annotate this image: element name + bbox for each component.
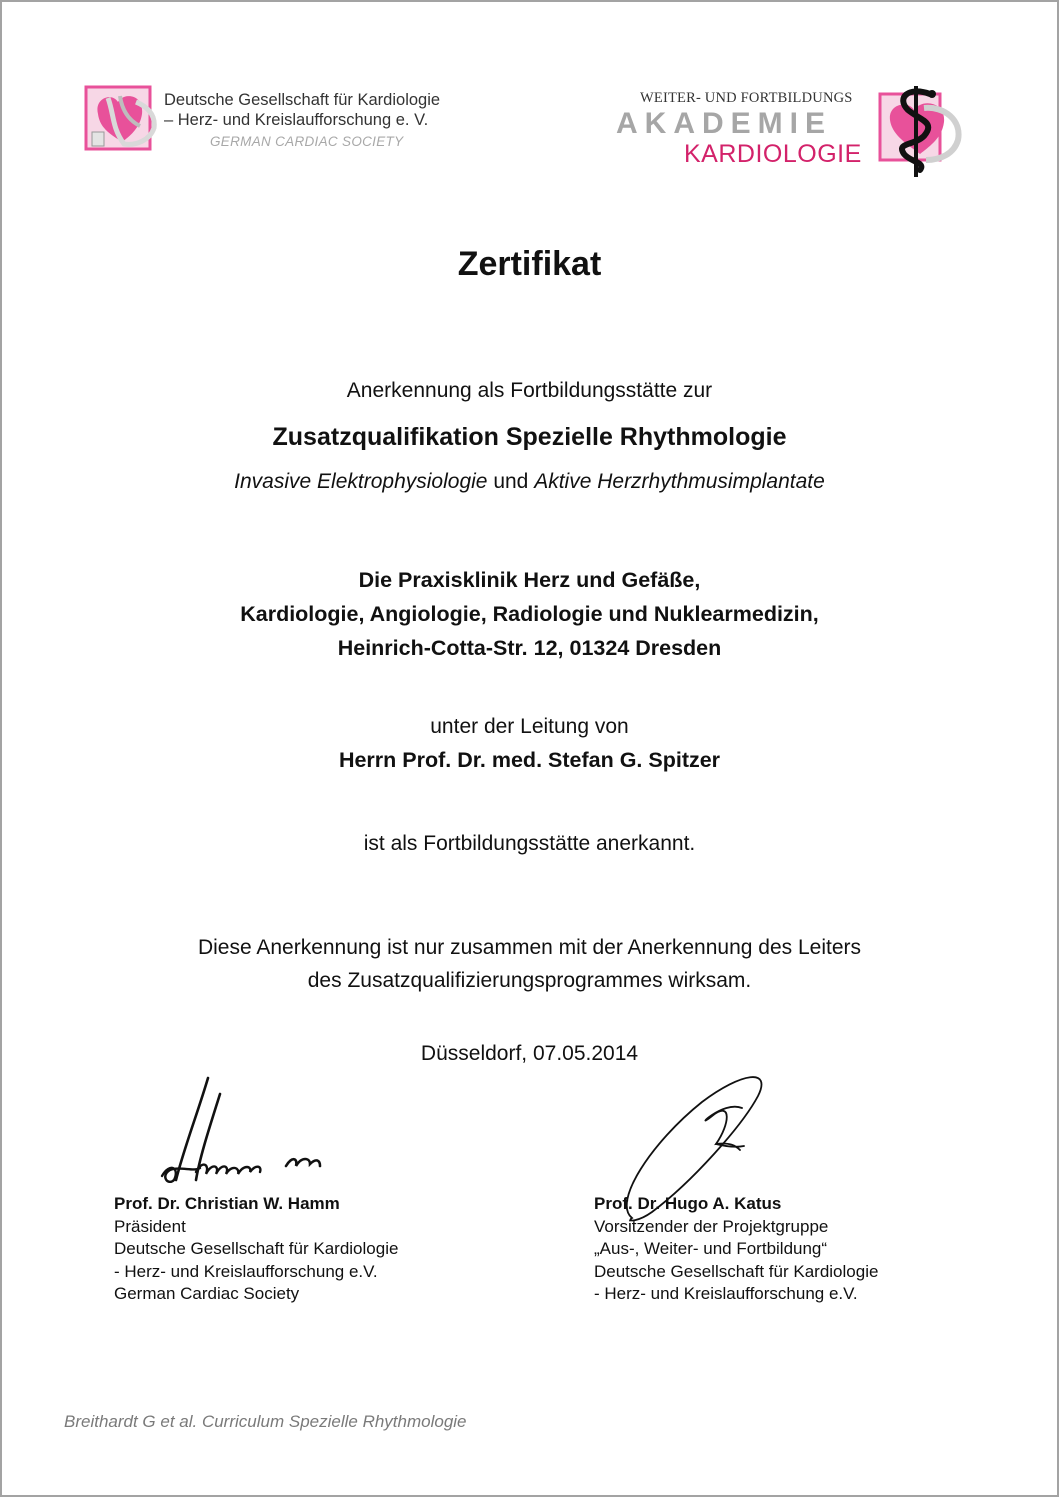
- signatory-name: Prof. Dr. Christian W. Hamm: [114, 1194, 340, 1213]
- akademie-kardiologie-text: KARDIOLOGIE: [684, 140, 862, 168]
- clinic-line: Kardiologie, Angiologie, Radiologie und Nuklearmedizin,: [240, 602, 819, 626]
- signatory-hamm: [114, 1193, 398, 1306]
- dgk-name-line2: – Herz- und Kreislaufforschung e. V.: [164, 111, 429, 129]
- clinic-line: Heinrich-Cotta-Str. 12, 01324 Dresden: [337, 636, 722, 660]
- qualification-title: Zusatzqualifikation Spezielle Rhythmologie: [272, 423, 787, 451]
- clinic-line: Die Praxisklinik Herz und Gefäße,: [358, 568, 701, 592]
- signatory-line: - Herz- und Kreislaufforschung e.V.: [594, 1284, 858, 1303]
- note-line: des Zusatzqualifizierungsprogrammes wirksam.: [307, 969, 752, 992]
- certificate-title: Zertifikat: [457, 245, 602, 283]
- dgk-name-line1: Deutsche Gesellschaft für Kardiologie: [164, 91, 441, 109]
- qualification-part1: Invasive Elektrophysiologie: [234, 470, 488, 493]
- akademie-main-text: AKADEMIE: [616, 107, 833, 140]
- qualification-part2: Aktive Herzrhythmusimplantate: [534, 470, 825, 493]
- place-date: Düsseldorf, 07.05.2014: [420, 1042, 639, 1065]
- recognition-intro: Anerkennung als Fortbildungsstätte zur: [346, 379, 713, 402]
- caduceus-heart-logo-icon: [874, 84, 966, 179]
- note-line: Diese Anerkennung ist nur zusammen mit der Anerkennung des Leiters: [197, 936, 862, 959]
- signatory-katus: [594, 1193, 878, 1306]
- signatory-line: „Aus-, Weiter- und Fortbildung“: [594, 1239, 828, 1258]
- signatory-line: Deutsche Gesellschaft für Kardiologie: [114, 1239, 399, 1258]
- clinic-block: [0, 563, 1059, 665]
- qualification-subtitle: [0, 469, 1059, 495]
- dgk-subtitle: GERMAN CARDIAC SOCIETY: [210, 134, 404, 149]
- signatory-line: Präsident: [114, 1216, 186, 1236]
- signatory-line: Deutsche Gesellschaft für Kardiologie: [594, 1261, 879, 1281]
- signatory-line: German Cardiac Society: [114, 1284, 300, 1303]
- akademie-logo: [612, 84, 972, 179]
- heart-logo-icon: [84, 84, 160, 152]
- validity-note: [0, 931, 1059, 997]
- dgk-logo: [84, 84, 464, 154]
- signature-hamm-icon: [140, 1072, 330, 1187]
- recognition-statement: ist als Fortbildungsstätte anerkannt.: [363, 832, 696, 855]
- signatory-name: Prof. Dr. Hugo A. Katus: [594, 1194, 782, 1213]
- qualification-connector: und: [487, 470, 535, 493]
- signatory-line: Vorsitzender der Projektgruppe: [594, 1216, 829, 1236]
- signatory-line: - Herz- und Kreislaufforschung e.V.: [114, 1261, 378, 1281]
- footer-reference: Breithardt G et al. Curriculum Spezielle Rhythmologie: [64, 1412, 467, 1431]
- leader-name: Herrn Prof. Dr. med. Stefan G. Spitzer: [338, 748, 721, 772]
- leadership-intro: unter der Leitung von: [430, 715, 629, 738]
- akademie-top-text: WEITER- UND FORTBILDUNGS: [640, 90, 853, 106]
